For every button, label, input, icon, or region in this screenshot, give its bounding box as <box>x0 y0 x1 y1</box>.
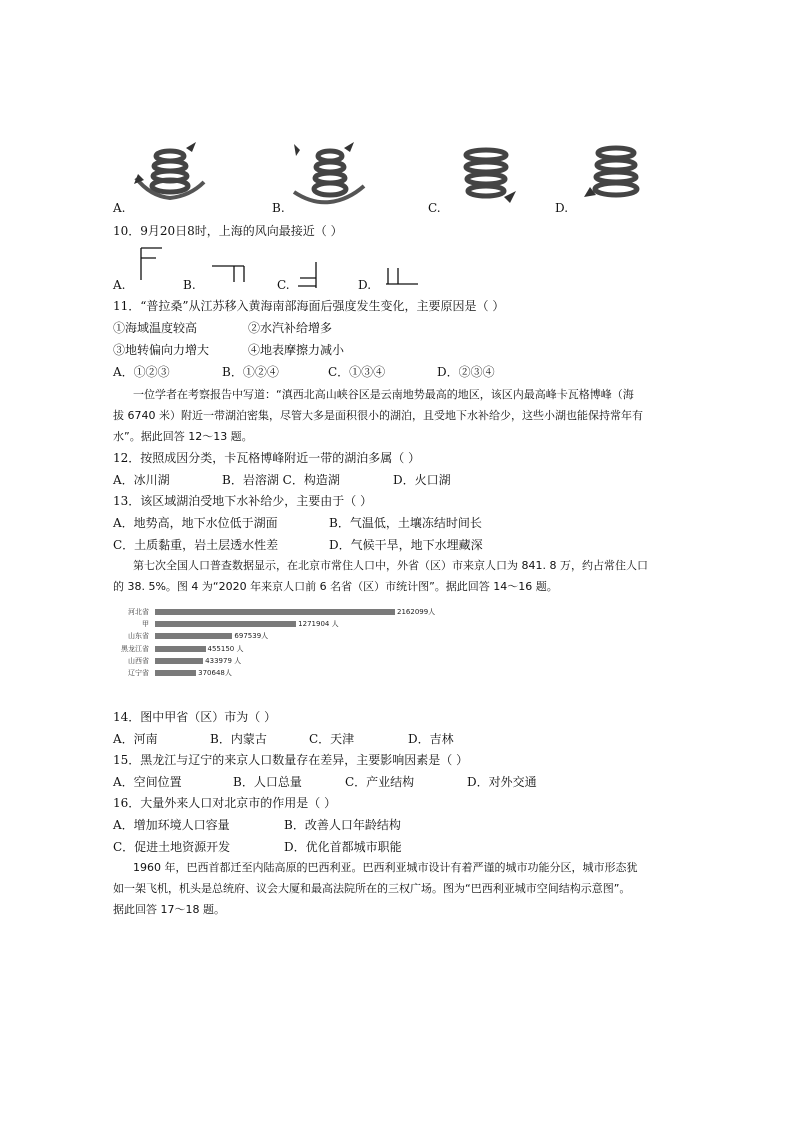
q11-stem: 11．“普拉桑”从江苏移入黄海南部海面后强度发生变化，主要原因是（ ） <box>113 299 505 313</box>
q11-item-3: ③地转偏向力增大 <box>113 343 210 357</box>
q14-option-b: B．内蒙古 <box>210 732 267 746</box>
passage3-line2: 如一架飞机，机头是总统府、议会大厦和最高法院所在的三权广场。图为“巴西利亚城市空间结构示意图”。 <box>113 882 631 895</box>
population-bar-chart <box>113 604 533 696</box>
q11-option-d: D．②③④ <box>437 365 495 379</box>
q12-option-bc: B．岩溶湖 C．构造湖 <box>222 473 340 487</box>
cyclone-option-b-icon <box>290 140 370 210</box>
q15-option-c: C．产业结构 <box>345 775 415 789</box>
bar <box>155 658 203 664</box>
q13-stem: 13．该区域湖泊受地下水补给少，主要由于（ ） <box>113 494 373 508</box>
q14-stem: 14．图中甲省（区）市为（ ） <box>113 710 277 724</box>
bar <box>155 609 395 615</box>
wind-barb-b-icon <box>210 262 246 286</box>
q10-option-c: C. <box>277 278 290 292</box>
q13-option-a: A．地势高，地下水位低于湖面 <box>113 516 278 530</box>
passage3-line1: 1960 年，巴西首都迁至内陆高原的巴西利亚。巴西利亚城市设计有着严谨的城市功能分区，城市形态犹 <box>133 861 638 874</box>
bar-value-label: 2162099人 <box>397 608 436 616</box>
q11-item-2: ②水汽补给增多 <box>248 321 333 335</box>
q10-stem: 10．9月20日8时，上海的风向最接近（ ） <box>113 224 343 238</box>
q15-option-a: A．空间位置 <box>113 775 182 789</box>
q10-option-d: D. <box>358 278 372 292</box>
bar-value-label: 697539人 <box>234 632 269 641</box>
q9-option-a: A. <box>113 201 126 215</box>
bar <box>155 621 296 627</box>
passage3-line3: 据此回答 17～18 题。 <box>113 903 225 916</box>
q13-option-b: B．气温低，土壤冻结时间长 <box>329 516 482 530</box>
q12-option-a: A．冰川湖 <box>113 473 170 487</box>
q15-stem: 15．黑龙江与辽宁的来京人口数量存在差异，主要影响因素是（ ） <box>113 753 469 767</box>
q11-item-4: ④地表摩擦力减小 <box>248 343 345 357</box>
bar-value-label: 370648人 <box>198 669 232 677</box>
q14-option-a: A．河南 <box>113 732 158 746</box>
q16-option-c: C．促进土地资源开发 <box>113 840 231 854</box>
q15-option-b: B．人口总量 <box>233 775 302 789</box>
passage2-line1: 第七次全国人口普查数据显示，在北京市常住人口中，外省（区）市来京人口为 841. 8 万，约占常住人口 <box>133 559 648 572</box>
q10-option-b: B. <box>183 278 196 292</box>
bar-value-label: 433979 人 <box>205 656 242 665</box>
wind-barb-a-icon <box>138 246 164 282</box>
cyclone-option-a-icon <box>130 138 210 208</box>
cyclone-option-c-icon <box>452 145 522 210</box>
q11-option-c: C．①③④ <box>328 365 386 379</box>
q16-stem: 16．大量外来人口对北京市的作用是（ ） <box>113 796 337 810</box>
q14-option-c: C．天津 <box>309 732 355 746</box>
bar <box>155 646 206 652</box>
q14-option-d: D．吉林 <box>408 732 454 746</box>
q9-option-d: D. <box>555 201 569 215</box>
q16-option-d: D．优化首都城市职能 <box>284 840 402 854</box>
q10-option-a: A. <box>113 278 126 292</box>
bar-category-label: 山东省 <box>128 632 149 641</box>
q13-option-d: D．气候干旱，地下水埋藏深 <box>329 538 483 552</box>
passage2-line2: 的 38. 5%。图 4 为“2020 年来京人口前 6 名省（区）市统计图”。据此回答 14～16 题。 <box>113 580 558 593</box>
bar-category-label: 黑龙江省 <box>121 644 149 653</box>
q9-option-c: C. <box>428 201 441 215</box>
q16-option-a: A．增加环境人口容量 <box>113 818 230 832</box>
passage1-line3: 水”。据此回答 12～13 题。 <box>113 430 253 443</box>
bar-value-label: 455150 人 <box>207 644 244 653</box>
q11-option-b: B．①②④ <box>222 365 279 379</box>
q12-stem: 12．按照成因分类，卡瓦格博峰附近一带的湖泊多属（ ） <box>113 451 421 465</box>
bar <box>155 633 232 639</box>
wind-barb-d-icon <box>384 264 420 286</box>
q15-option-d: D．对外交通 <box>467 775 537 789</box>
cyclone-option-d-icon <box>582 143 652 208</box>
passage1-line2: 拔 6740 米）附近一带湖泊密集，尽管大多是面积很小的湖泊，且受地下水补给少，这些小湖也能保持常年有 <box>113 409 643 422</box>
q9-option-b: B. <box>272 201 285 215</box>
passage1-line1: 一位学者在考察报告中写道：“滇西北高山峡谷区是云南地势最高的地区，该区内最高峰卡瓦格博峰（海 <box>133 388 634 401</box>
bar-category-label: 山西省 <box>128 656 149 665</box>
q12-option-d: D．火口湖 <box>393 473 451 487</box>
bar-value-label: 1271904 人 <box>298 620 339 629</box>
bar-category-label: 河北省 <box>128 608 149 616</box>
q13-option-c: C．土质黏重，岩土层透水性差 <box>113 538 279 552</box>
wind-barb-c-icon <box>296 260 322 290</box>
q11-item-1: ①海域温度较高 <box>113 321 198 335</box>
bar-category-label: 辽宁省 <box>128 669 149 677</box>
bar <box>155 670 196 676</box>
q11-option-a: A．①②③ <box>113 365 170 379</box>
q16-option-b: B．改善人口年龄结构 <box>284 818 401 832</box>
bar-category-label: 甲 <box>142 620 149 629</box>
